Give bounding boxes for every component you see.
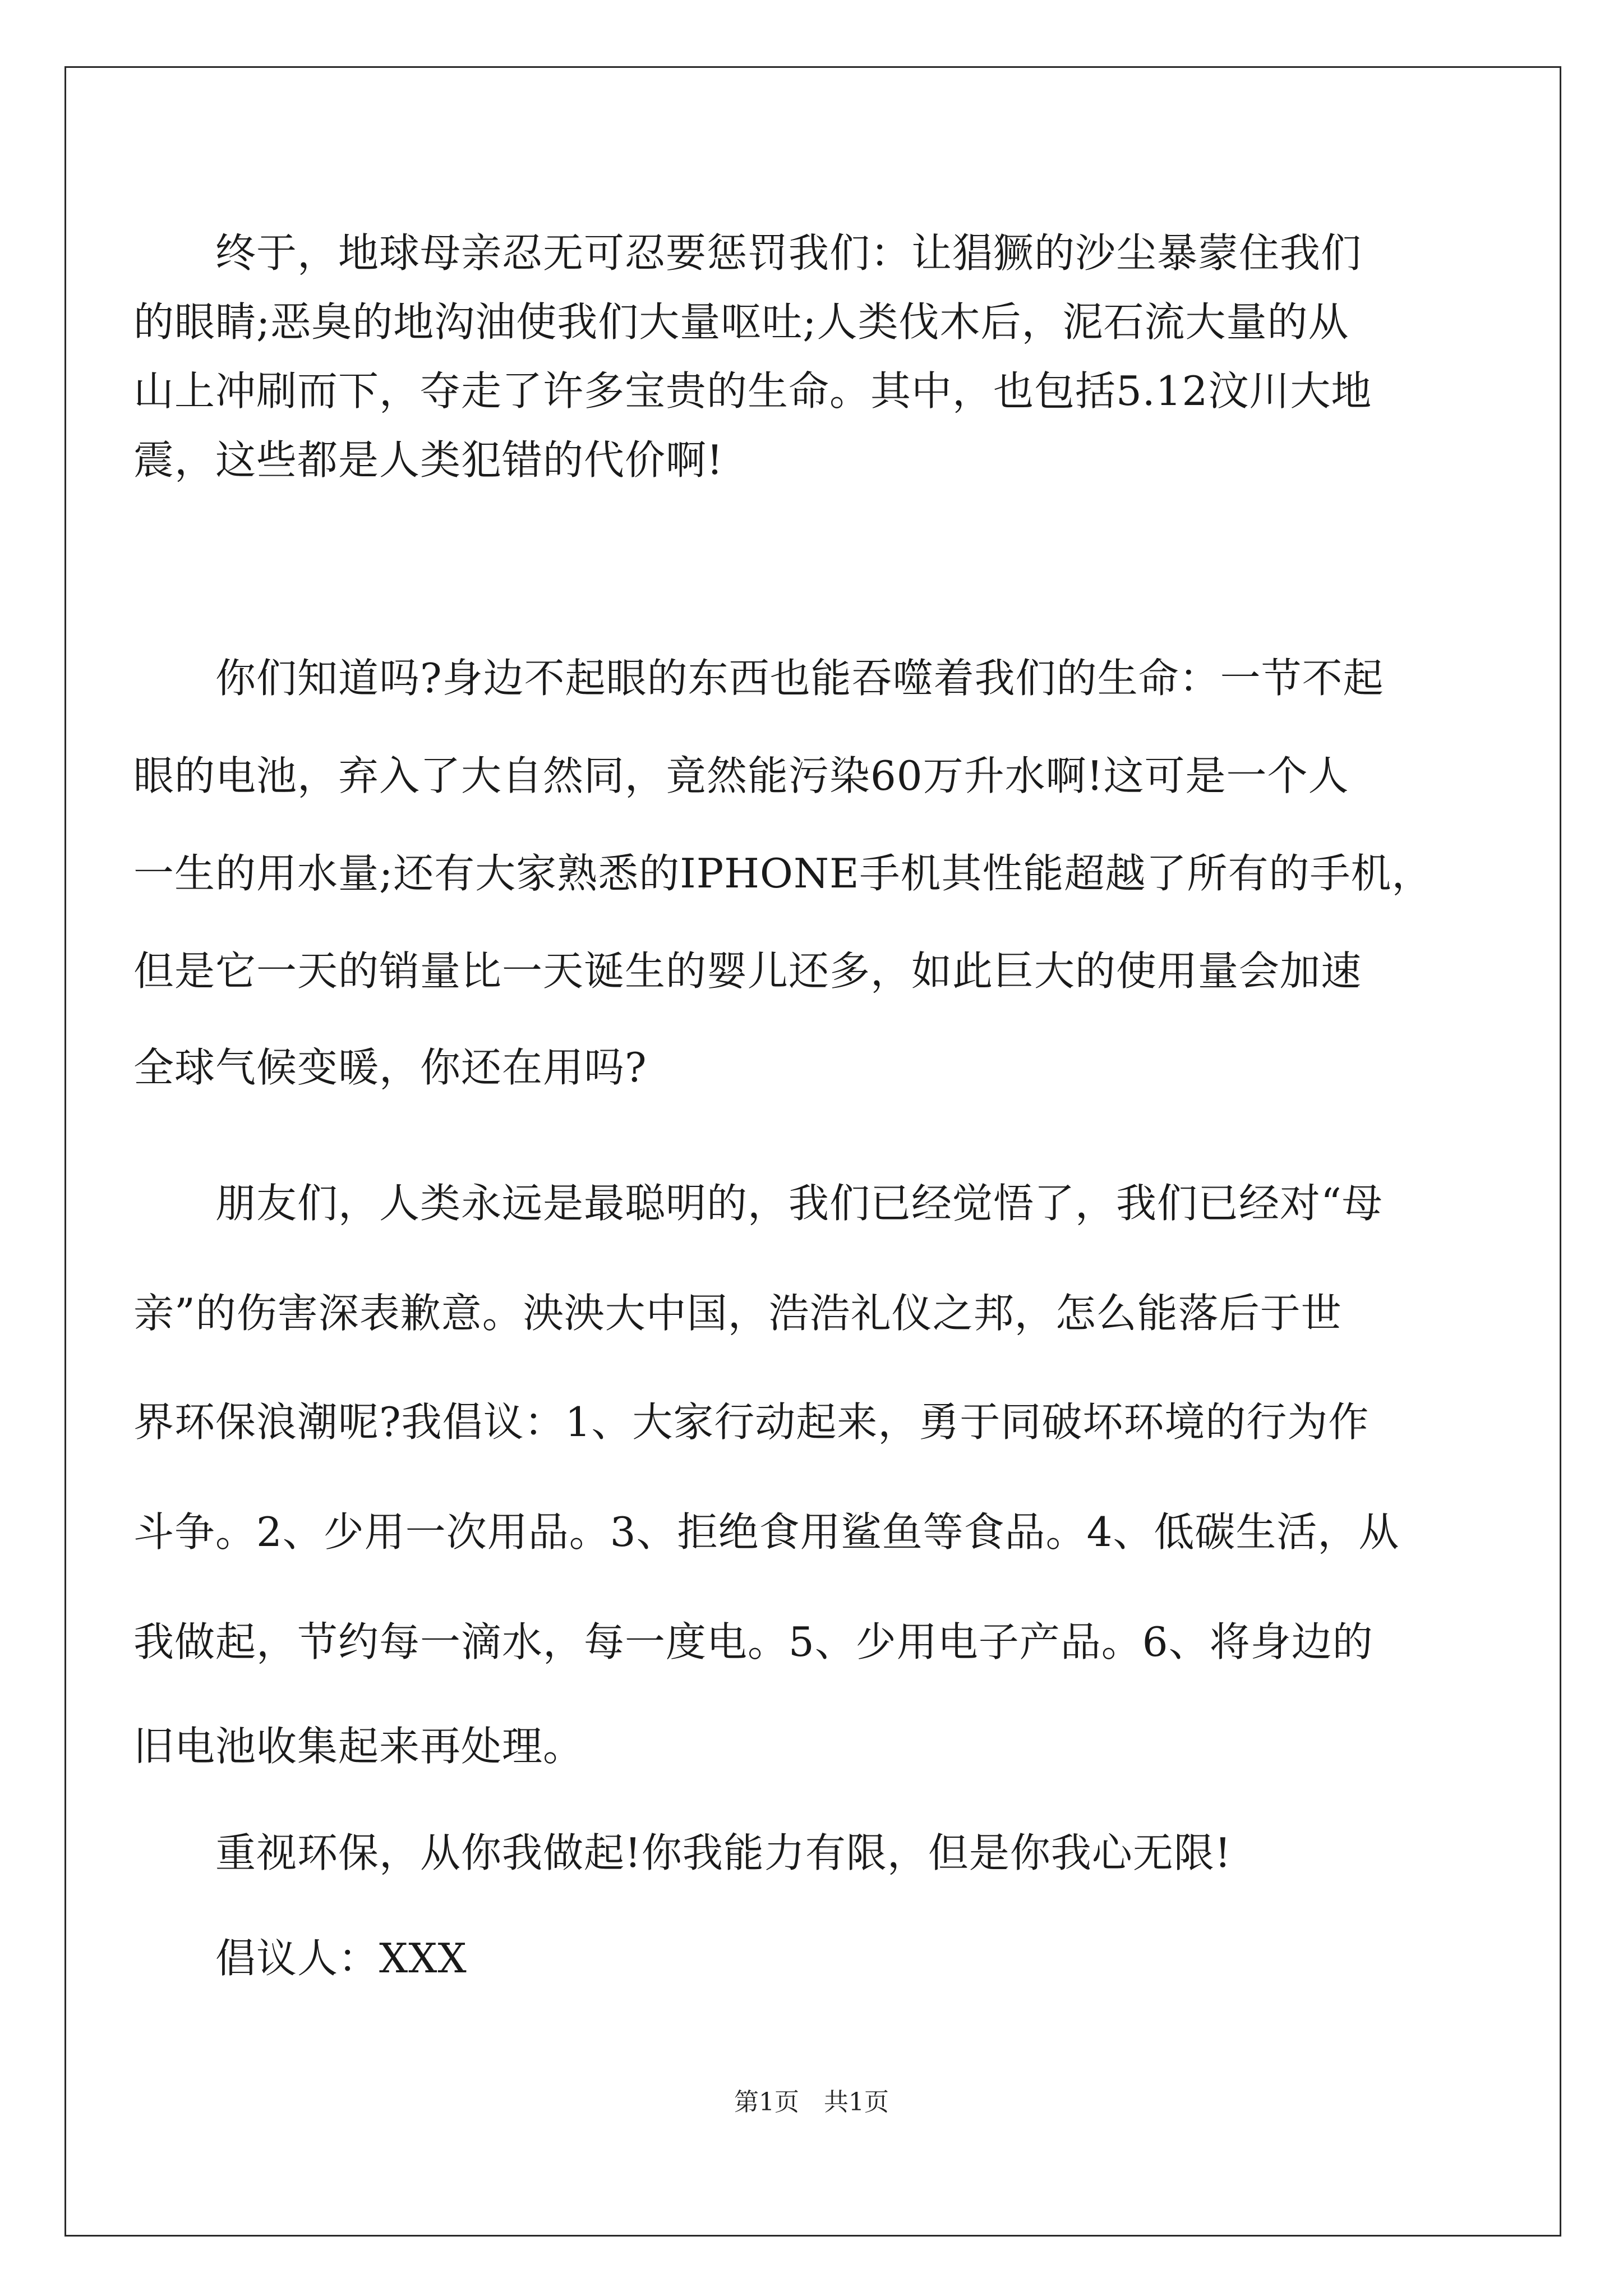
- text-line: 一生的用水量;还有大家熟悉的IPHONE手机其性能超越了所有的手机，: [133, 850, 1433, 897]
- text-line: 你们知道吗?身边不起眼的东西也能吞噬着我们的生命：一节不起: [133, 655, 1384, 702]
- text-line: 倡议人：XXX: [133, 1935, 467, 1982]
- text-line: 震，这些都是人类犯错的代价啊!: [133, 436, 723, 484]
- text-line: 重视环保，从你我做起!你我能力有限，但是你我心无限!: [133, 1829, 1232, 1876]
- text-line: 全球气候变暖，你还在用吗?: [133, 1044, 647, 1091]
- text-line: 终于，地球母亲忍无可忍要惩罚我们：让猖獗的沙尘暴蒙住我们: [133, 229, 1362, 277]
- page-number: 第1页 共1页: [734, 2088, 889, 2116]
- text-line: 眼的电池，弃入了大自然同，竟然能污染60万升水啊!这可是一个人: [133, 752, 1349, 799]
- text-line: 斗争。2、少用一次用品。3、拒绝食用鲨鱼等食品。4、低碳生活，从: [133, 1508, 1400, 1556]
- text-line: 旧电池收集起来再处理。: [133, 1723, 584, 1770]
- text-line: 但是它一天的销量比一天诞生的婴儿还多，如此巨大的使用量会加速: [133, 947, 1362, 995]
- text-line: 的眼睛;恶臭的地沟油使我们大量呕吐;人类伐木后，泥石流大量的从: [133, 298, 1349, 346]
- text-line: 朋友们，人类永远是最聪明的，我们已经觉悟了，我们已经对“母: [133, 1180, 1383, 1227]
- text-line: 山上冲刷而下，夺走了许多宝贵的生命。其中，也包括5.12汶川大地: [133, 367, 1372, 415]
- text-line: 我做起，节约每一滴水，每一度电。5、少用电子产品。6、将身边的: [133, 1618, 1373, 1665]
- text-line: 界环保浪潮呢?我倡议：1、大家行动起来，勇于同破坏环境的行为作: [133, 1398, 1370, 1446]
- text-line: 亲”的伤害深表歉意。泱泱大中国，浩浩礼仪之邦，怎么能落后于世: [133, 1290, 1342, 1337]
